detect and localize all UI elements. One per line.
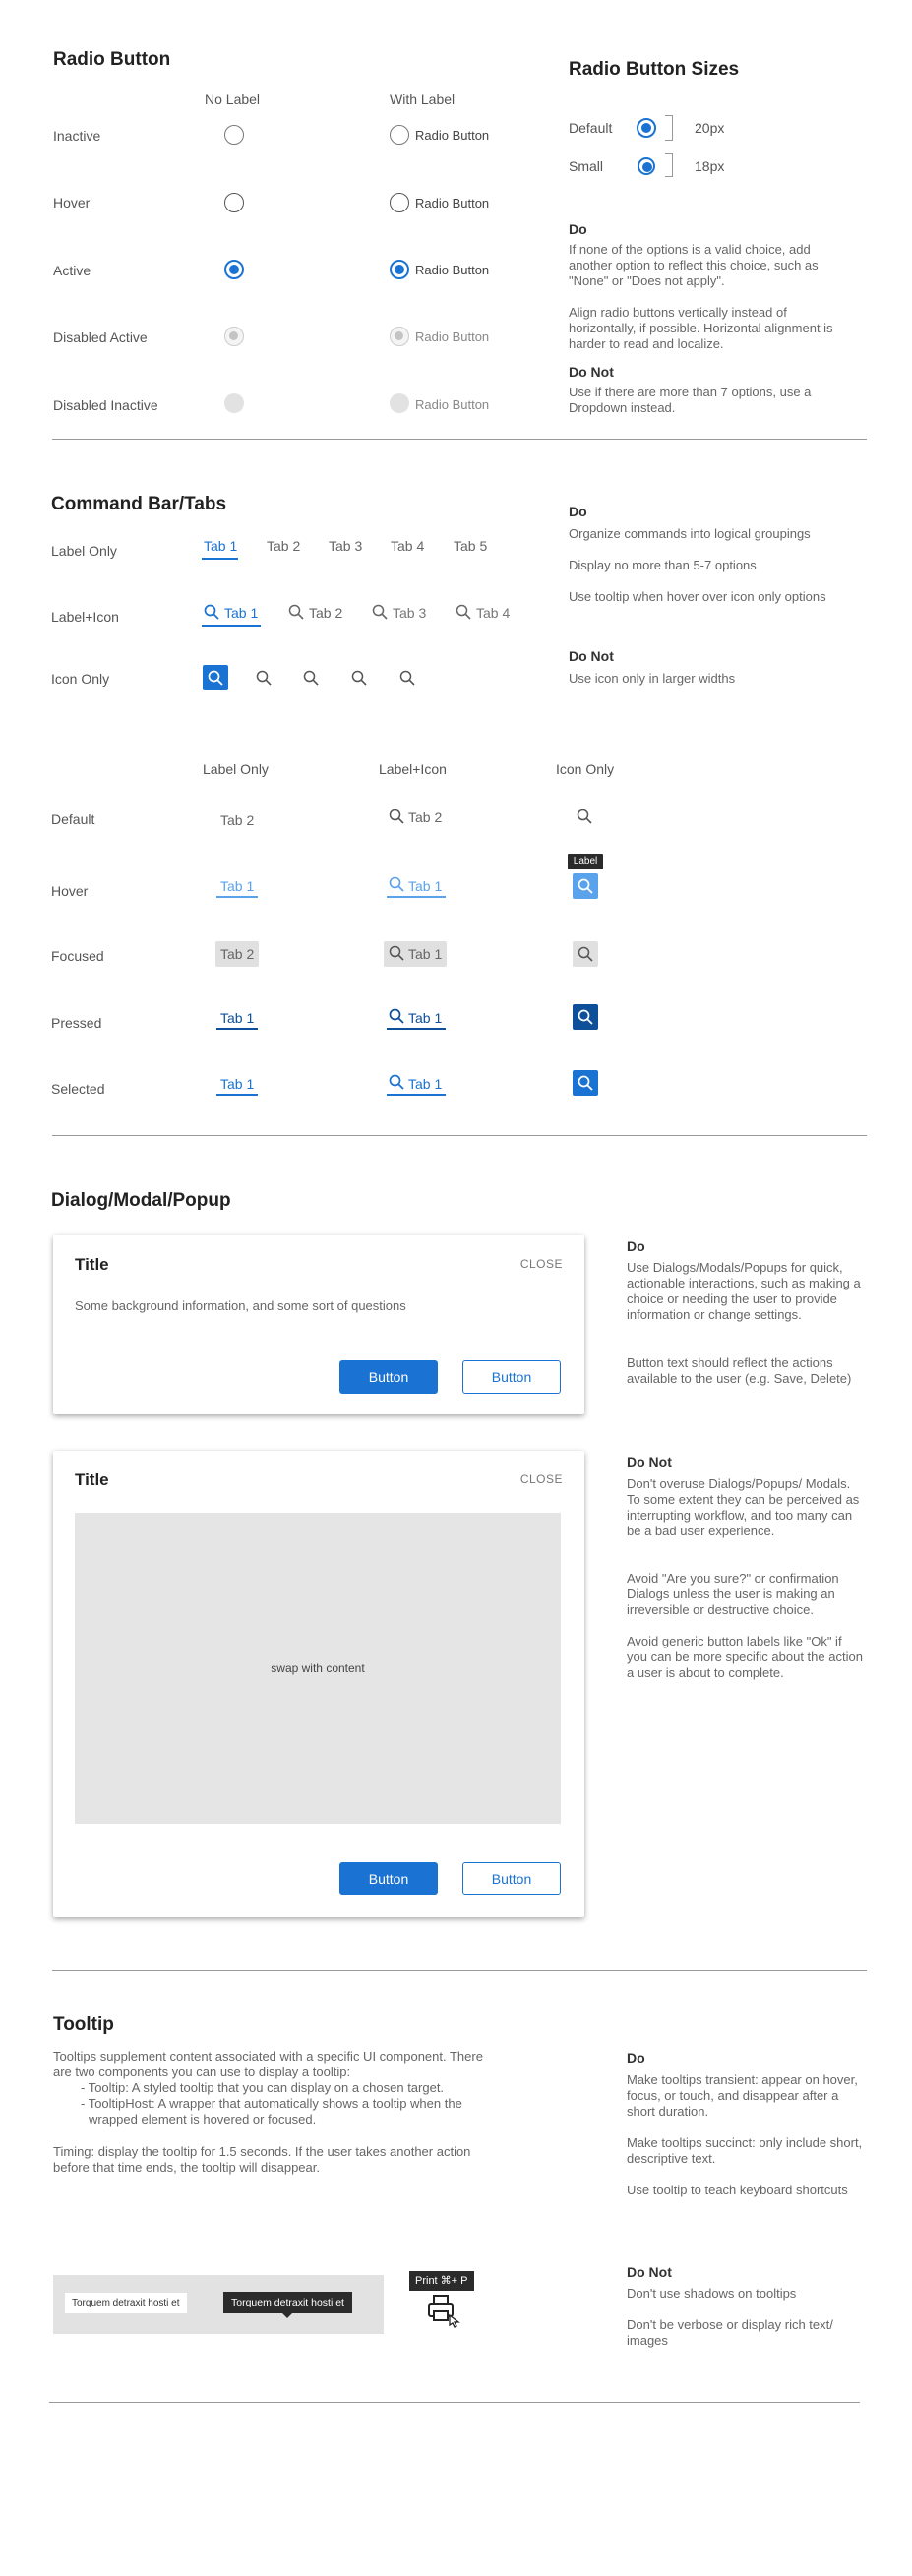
radio-do-2: Align radio buttons vertically instead of horizontally, if possible. Horizontal alignment is harder to read and localize. bbox=[569, 305, 833, 351]
dialog-title: Title bbox=[75, 1470, 109, 1489]
dialog-body: Some background information, and some sort of questions bbox=[75, 1298, 406, 1313]
dialog-title: Title bbox=[75, 1255, 109, 1274]
dialog-dont-3: Avoid generic button labels like "Ok" if you can be more specific about the action a user is about to complete. bbox=[627, 1634, 863, 1680]
radio-option-label: Radio Button bbox=[415, 329, 490, 344]
search-icon bbox=[389, 945, 404, 961]
tab-focused[interactable]: Tab 2 bbox=[220, 946, 255, 962]
dialog-primary-button[interactable]: Button bbox=[339, 1360, 438, 1394]
command-dont-title: Do Not bbox=[569, 648, 614, 664]
tab-underline bbox=[387, 896, 446, 898]
dialog-close-button[interactable]: CLOSE bbox=[519, 1472, 563, 1486]
tooltip-do-2: Make tooltips succinct: only include short, descriptive text. bbox=[627, 2135, 863, 2166]
size-bracket bbox=[665, 153, 673, 177]
search-icon bbox=[578, 878, 593, 894]
radio-option-label: Radio Button bbox=[415, 128, 490, 143]
search-icon[interactable] bbox=[256, 670, 272, 686]
dialog-close-button[interactable]: CLOSE bbox=[519, 1257, 563, 1271]
radio-sizes-title: Radio Button Sizes bbox=[569, 59, 740, 80]
tooltip-dont-title: Do Not bbox=[627, 2264, 672, 2280]
divider bbox=[49, 2402, 860, 2403]
dialog-dont-2: Avoid "Are you sure?" or confirmation Dialogs unless the user is making an irreversible or destructive choice. bbox=[627, 1571, 839, 1617]
tab-pressed[interactable]: Tab 1 bbox=[220, 1010, 255, 1026]
tooltip-dont-1: Don't use shadows on tooltips bbox=[627, 2286, 797, 2301]
radio-hover-labeled[interactable] bbox=[390, 193, 409, 212]
printer-icon[interactable] bbox=[426, 2294, 461, 2329]
size-label-default: Default bbox=[569, 120, 613, 136]
col-no-label: No Label bbox=[205, 91, 261, 107]
row-label-icon-only: Icon Only bbox=[51, 671, 110, 687]
tooltip-bullet-2: - TooltipHost: A wrapper that automatically shows a tooltip when the wrapped element is hovered or focused. bbox=[81, 2096, 462, 2127]
icon-tab-pressed[interactable] bbox=[573, 1004, 598, 1030]
tab-icon-hover[interactable]: Tab 1 bbox=[408, 878, 443, 894]
size-value-default: 20px bbox=[695, 120, 725, 136]
tab-underline bbox=[202, 625, 261, 627]
radio-size-small[interactable] bbox=[638, 157, 655, 175]
search-icon bbox=[372, 604, 388, 620]
command-do-title: Do bbox=[569, 504, 587, 519]
radio-dont-title: Do Not bbox=[569, 364, 614, 380]
search-icon[interactable] bbox=[577, 809, 592, 824]
radio-disabled-active bbox=[224, 327, 244, 346]
tab-5[interactable]: Tab 5 bbox=[454, 538, 488, 554]
dialog-do-title: Do bbox=[627, 1238, 645, 1254]
radio-disabled-inactive bbox=[224, 393, 244, 413]
state-label-pressed: Pressed bbox=[51, 1015, 102, 1031]
dialog-dont-1: Don't overuse Dialogs/Popups/ Modals. To some extent they can be perceived as interrupting workflow, and too many can be a bad user experience. bbox=[627, 1476, 860, 1538]
dialog-do-1: Use Dialogs/Modals/Popups for quick, actionable interactions, such as making a choice or needing the user to provide information or change settings. bbox=[627, 1260, 861, 1322]
tab-icon-2[interactable]: Tab 2 bbox=[309, 605, 343, 621]
state-col-icon-only: Icon Only bbox=[556, 761, 615, 777]
icon-tab-hover[interactable] bbox=[573, 873, 598, 899]
radio-size-default[interactable] bbox=[637, 118, 656, 138]
tab-3[interactable]: Tab 3 bbox=[329, 538, 363, 554]
dialog-small bbox=[53, 1235, 584, 1414]
search-icon bbox=[389, 809, 404, 824]
content-placeholder: swap with content bbox=[75, 1513, 561, 1824]
radio-section-title: Radio Button bbox=[53, 49, 171, 70]
radio-option-label: Radio Button bbox=[415, 263, 490, 277]
radio-do-1: If none of the options is a valid choice, add another option to reflect this choice, such as "None" or "Does not apply". bbox=[569, 242, 819, 288]
divider bbox=[52, 439, 867, 440]
tooltip-sample-area bbox=[53, 2275, 384, 2334]
tooltip-bullet-1: - Tooltip: A styled tooltip that you can display on a chosen target. bbox=[81, 2080, 445, 2095]
row-label-label-only: Label Only bbox=[51, 543, 117, 559]
tab-icon-1[interactable]: Tab 1 bbox=[224, 605, 259, 621]
search-icon bbox=[578, 1075, 593, 1091]
tooltip-do-title: Do bbox=[627, 2050, 645, 2066]
row-label-disabled-inactive: Disabled Inactive bbox=[53, 397, 158, 413]
state-label-selected: Selected bbox=[51, 1081, 105, 1097]
radio-inactive[interactable] bbox=[224, 125, 244, 145]
search-icon bbox=[578, 946, 593, 962]
radio-do-title: Do bbox=[569, 221, 587, 237]
tab-icon-pressed[interactable]: Tab 1 bbox=[408, 1010, 443, 1026]
tooltip-arrow bbox=[282, 2313, 292, 2318]
search-icon bbox=[578, 1009, 593, 1025]
tab-underline bbox=[387, 1094, 446, 1096]
radio-option-label: Radio Button bbox=[415, 397, 490, 412]
dialog-secondary-button[interactable]: Button bbox=[462, 1360, 561, 1394]
radio-inactive-labeled[interactable] bbox=[390, 125, 409, 145]
tab-selected[interactable]: Tab 1 bbox=[220, 1076, 255, 1092]
row-label-disabled-active: Disabled Active bbox=[53, 329, 148, 345]
tab-underline bbox=[216, 1028, 258, 1030]
icon-tab-focused[interactable] bbox=[573, 941, 598, 967]
size-value-small: 18px bbox=[695, 158, 725, 174]
size-label-small: Small bbox=[569, 158, 604, 174]
dialog-primary-button[interactable]: Button bbox=[339, 1862, 438, 1895]
state-label-focused: Focused bbox=[51, 948, 104, 964]
command-do-2: Display no more than 5-7 options bbox=[569, 558, 757, 572]
command-section-title: Command Bar/Tabs bbox=[51, 494, 227, 514]
search-icon[interactable] bbox=[351, 670, 367, 686]
row-label-hover: Hover bbox=[53, 195, 91, 210]
tab-icon-focused[interactable]: Tab 1 bbox=[408, 946, 443, 962]
search-icon bbox=[288, 604, 304, 620]
radio-dont-1: Use if there are more than 7 options, use a Dropdown instead. bbox=[569, 385, 812, 415]
search-icon bbox=[389, 876, 404, 892]
radio-disabled-active-labeled bbox=[390, 327, 409, 346]
tooltip-section-title: Tooltip bbox=[53, 2014, 114, 2035]
tooltip-dark: Torquem detraxit hosti et bbox=[223, 2292, 352, 2313]
tab-underline bbox=[216, 1094, 258, 1096]
search-icon[interactable] bbox=[303, 670, 319, 686]
radio-active[interactable] bbox=[224, 260, 244, 279]
dialog-do-2: Button text should reflect the actions available to the user (e.g. Save, Delete) bbox=[627, 1355, 852, 1386]
tab-default[interactable]: Tab 2 bbox=[220, 812, 255, 828]
tab-hover[interactable]: Tab 1 bbox=[220, 878, 255, 894]
row-label-active: Active bbox=[53, 263, 91, 278]
search-icon bbox=[204, 604, 219, 620]
tooltip: Label bbox=[568, 854, 603, 869]
tooltip-timing: Timing: display the tooltip for 1.5 seconds. If the user takes another action before that time ends, the tooltip will disappear. bbox=[53, 2144, 471, 2175]
state-col-label-icon: Label+Icon bbox=[379, 761, 447, 777]
tab-4[interactable]: Tab 4 bbox=[391, 538, 425, 554]
command-dont-1: Use icon only in larger widths bbox=[569, 671, 736, 686]
dialog-large bbox=[53, 1451, 584, 1917]
tab-underline bbox=[216, 896, 258, 898]
tooltip-intro: Tooltips supplement content associated with a specific UI component. There are two components you can use to display a tooltip: bbox=[53, 2049, 483, 2079]
dialog-dont-title: Do Not bbox=[627, 1454, 672, 1469]
command-do-3: Use tooltip when hover over icon only options bbox=[569, 589, 826, 604]
dialog-section-title: Dialog/Modal/Popup bbox=[51, 1190, 231, 1211]
size-bracket bbox=[665, 115, 673, 141]
tooltip-do-3: Use tooltip to teach keyboard shortcuts bbox=[627, 2183, 848, 2197]
tooltip-do-1: Make tooltips transient: appear on hover, focus, or touch, and disappear after a short duration. bbox=[627, 2072, 858, 2119]
state-col-label-only: Label Only bbox=[203, 761, 269, 777]
tab-underline bbox=[387, 1028, 446, 1030]
row-label-label-icon: Label+Icon bbox=[51, 609, 119, 625]
shortcut-tooltip: Print ⌘+ P bbox=[409, 2271, 474, 2291]
tab-2[interactable]: Tab 2 bbox=[267, 538, 301, 554]
dialog-secondary-button[interactable]: Button bbox=[462, 1862, 561, 1895]
divider bbox=[52, 1970, 867, 1971]
radio-hover[interactable] bbox=[224, 193, 244, 212]
tab-underline bbox=[202, 558, 238, 560]
tab-icon-default[interactable]: Tab 2 bbox=[408, 809, 443, 825]
row-label-inactive: Inactive bbox=[53, 128, 101, 144]
radio-disabled-inactive-labeled bbox=[390, 393, 409, 413]
icon-tab-selected[interactable] bbox=[203, 665, 228, 690]
state-label-hover: Hover bbox=[51, 883, 89, 899]
icon-tab-selected[interactable] bbox=[573, 1070, 598, 1096]
radio-option-label: Radio Button bbox=[415, 196, 490, 210]
search-icon bbox=[208, 670, 223, 686]
state-label-default: Default bbox=[51, 811, 95, 827]
tab-1[interactable]: Tab 1 bbox=[204, 538, 238, 554]
tooltip-dont-2: Don't be verbose or display rich text/ images bbox=[627, 2317, 833, 2348]
col-with-label: With Label bbox=[390, 91, 456, 107]
search-icon bbox=[389, 1008, 404, 1024]
tab-icon-4[interactable]: Tab 4 bbox=[476, 605, 511, 621]
tooltip-light: Torquem detraxit hosti et bbox=[65, 2293, 187, 2313]
search-icon bbox=[456, 604, 471, 620]
tab-icon-3[interactable]: Tab 3 bbox=[393, 605, 427, 621]
radio-active-labeled[interactable] bbox=[390, 260, 409, 279]
search-icon[interactable] bbox=[399, 670, 415, 686]
command-do-1: Organize commands into logical groupings bbox=[569, 526, 811, 541]
search-icon bbox=[389, 1074, 404, 1090]
tab-icon-selected[interactable]: Tab 1 bbox=[408, 1076, 443, 1092]
divider bbox=[52, 1135, 867, 1136]
